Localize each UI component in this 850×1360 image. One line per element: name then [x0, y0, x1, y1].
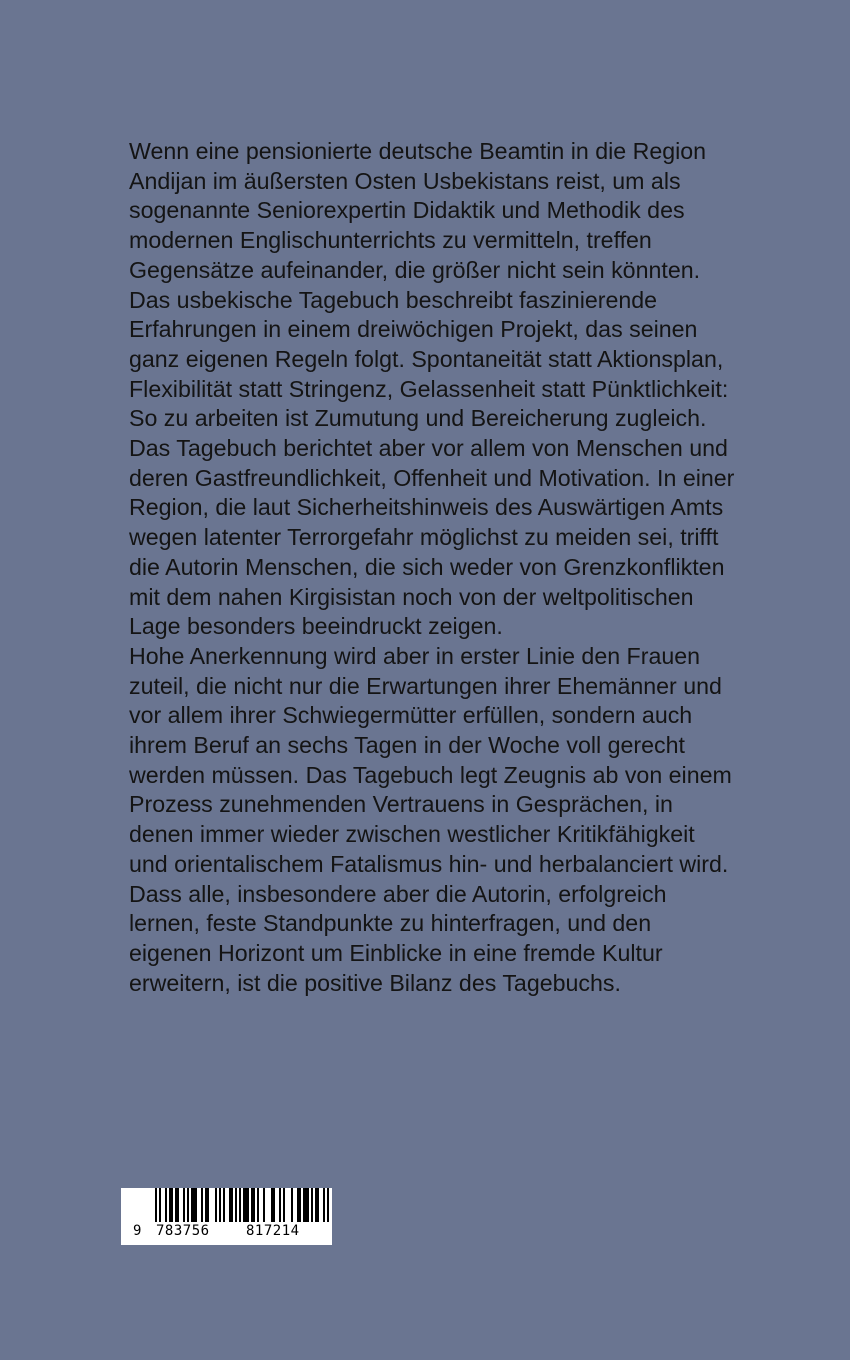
- barcode-bar: [175, 1188, 179, 1222]
- barcode-bar: [201, 1188, 203, 1222]
- barcode-bar: [215, 1188, 217, 1222]
- barcode-bar: [283, 1188, 285, 1222]
- barcode-bar: [165, 1188, 167, 1222]
- blurb-paragraph-5: Dass alle, insbesondere aber die Autorin, erfolgreich lernen, feste Standpunkte zu hinterfragen, und den eigenen Horizont um Einblicke in eine fremde Kultur erweitern, ist die positive Bilanz des Tagebuchs.: [129, 880, 667, 996]
- barcode-bar: [155, 1188, 157, 1222]
- barcode-bar: [315, 1188, 319, 1222]
- barcode-bar: [291, 1188, 293, 1222]
- isbn-left-group: 783756: [156, 1223, 210, 1239]
- barcode-bar: [243, 1188, 249, 1222]
- barcode-bar: [169, 1188, 173, 1222]
- barcode-bar: [229, 1188, 233, 1222]
- blurb-paragraph-3: Das Tagebuch berichtet aber vor allem von Menschen und deren Gastfreundlichkeit, Offenheit und Motivation. In einer Region, die laut Sicherheitshinweis des Auswärtigen Amts wegen latenter Terrorgefahr möglichst zu meiden sei, trifft die Autorin Menschen, die sich weder von Grenzkonflikten mit dem nahen Kirgisistan noch von der weltpolitischen Lage besonders beeindruckt zeigen.: [129, 435, 735, 640]
- barcode-bar: [205, 1188, 209, 1222]
- barcode-bar: [223, 1188, 225, 1222]
- isbn-right-group: 817214: [246, 1223, 300, 1239]
- barcode-bar: [279, 1188, 281, 1222]
- barcode-bar: [297, 1188, 301, 1222]
- barcode-bar: [239, 1188, 241, 1222]
- barcode-bar: [257, 1188, 259, 1222]
- barcode-bar: [263, 1188, 265, 1222]
- isbn-digits: [121, 1222, 332, 1242]
- back-cover-blurb: [129, 137, 739, 998]
- isbn-barcode: [121, 1188, 332, 1245]
- barcode-bar: [303, 1188, 309, 1222]
- barcode-bar: [183, 1188, 185, 1222]
- barcode-bars: [155, 1188, 329, 1222]
- blurb-paragraph-1: Wenn eine pensionierte deutsche Beamtin in die Region Andijan im äußersten Osten Usbekistans reist, um als sogenannte Seniorexpertin Didaktik und Methodik des modernen Englischunterrichts zu vermitteln, treffen Gegensätze aufeinander, die größer nicht sein könnten.: [129, 138, 707, 283]
- barcode-bar: [191, 1188, 197, 1222]
- barcode-bar: [187, 1188, 189, 1222]
- barcode-bar: [327, 1188, 329, 1222]
- barcode-bar: [311, 1188, 313, 1222]
- barcode-bar: [271, 1188, 275, 1222]
- barcode-bar: [159, 1188, 161, 1222]
- barcode-bar: [251, 1188, 255, 1222]
- barcode-bar: [219, 1188, 221, 1222]
- barcode-bar: [235, 1188, 237, 1222]
- isbn-first-digit: 9: [133, 1223, 142, 1239]
- blurb-paragraph-2: Das usbekische Tagebuch beschreibt faszinierende Erfahrungen in einem dreiwöchigen Projekt, das seinen ganz eigenen Regeln folgt. Spontaneität statt Aktionsplan, Flexibilität statt Stringenz, Gelassenheit statt Pünktlichkeit: So zu arbeiten ist Zumutung und Bereicherung zugleich.: [129, 286, 729, 432]
- barcode-bar: [323, 1188, 325, 1222]
- blurb-paragraph-4: Hohe Anerkennung wird aber in erster Linie den Frauen zuteil, die nicht nur die Erwartungen ihrer Ehemänner und vor allem ihrer Schwiegermütter erfüllen, sondern auch ihrem Beruf an sechs Tagen in der Woche voll gerecht werden müssen. Das Tagebuch legt Zeugnis ab von einem Prozess zunehmenden Vertrauens in Gesprächen, in denen immer wieder zwischen westlicher Kritikfähigkeit und orientalischem Fatalismus hin- und herbalanciert wird.: [129, 642, 732, 877]
